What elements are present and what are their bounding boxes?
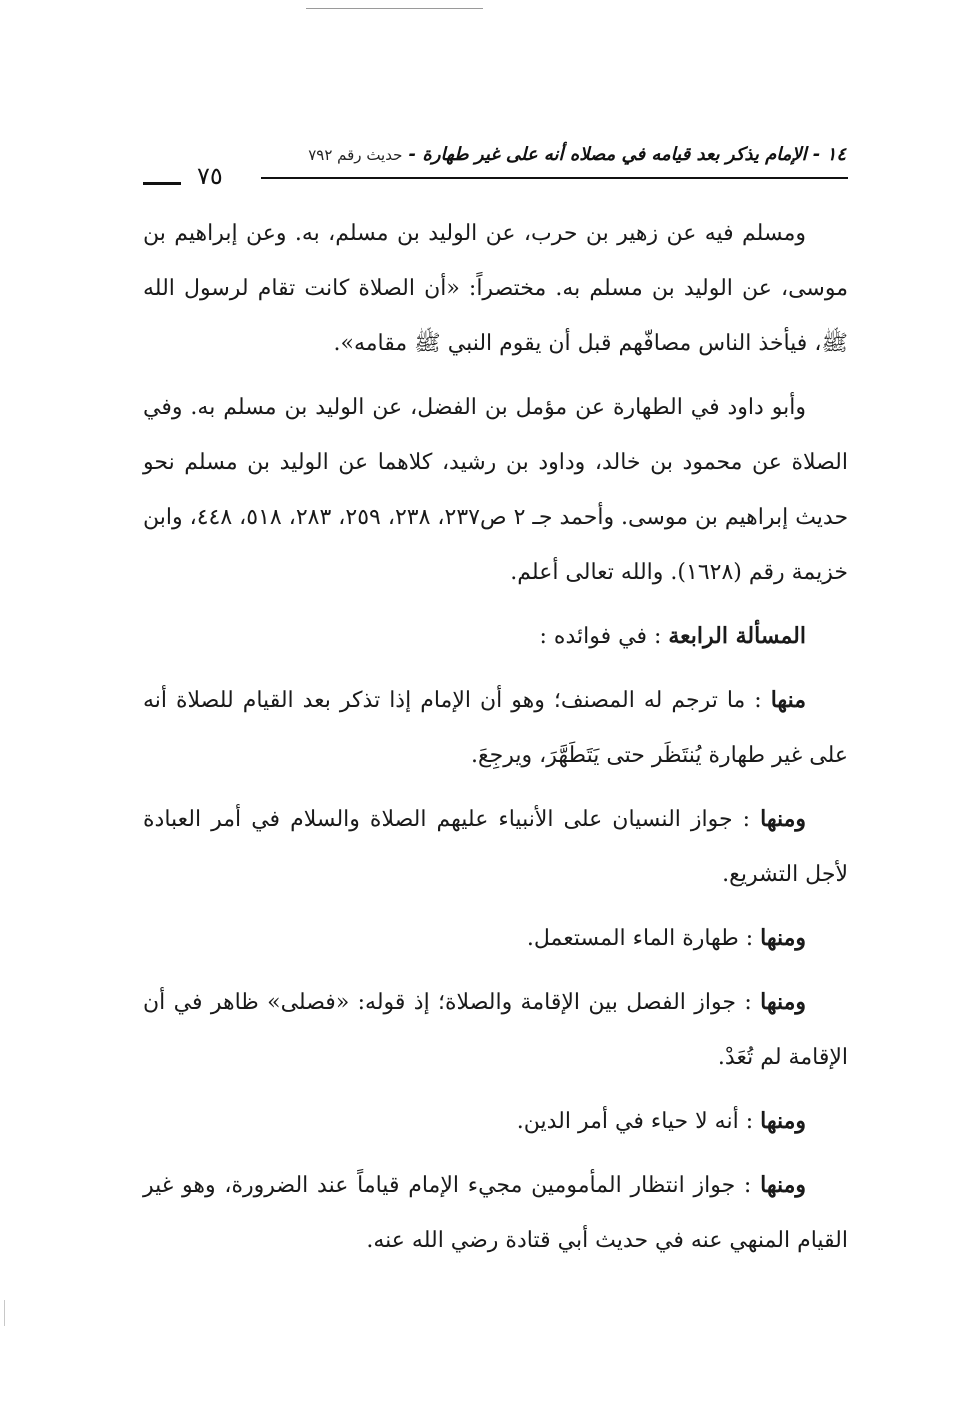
benefit-label: ومنها xyxy=(760,989,806,1015)
benefit-item xyxy=(143,1094,848,1149)
page-number: ٧٥ xyxy=(197,162,223,190)
page-body xyxy=(143,206,848,1268)
top-decorative-rule xyxy=(306,8,483,9)
benefit-label: ومنها xyxy=(760,806,807,832)
page-number-dash xyxy=(143,182,181,185)
benefit-item xyxy=(143,975,848,1085)
issue-subtitle: : في فوائده : xyxy=(539,624,662,649)
header-separator: - xyxy=(402,144,423,165)
benefit-text: : طهارة الماء المستعمل. xyxy=(526,926,754,951)
paragraph-muslim-citation: ومسلم فيه عن زهير بن حرب، عن الوليد بن مسلم، به. وعن إبراهيم بن موسى، عن الوليد بن مسلم به. مختصراً: «أن الصلاة كانت تقام لرسول الله ﷺ، فيأخذ الناس مصافّهم قبل أن يقوم النبي ﷺ مقامه». xyxy=(143,221,848,356)
benefit-text: : ما ترجم له المصنف؛ وهو أن الإمام إذا تذكر بعد القيام للصلاة أنه على غير طهارة يُنتَظَر حتى يَتَطَهَّرَ، ويرجِعَ. xyxy=(143,688,848,768)
scan-margin-mark xyxy=(4,1300,5,1326)
chapter-title: ١٤ - الإمام يذكر بعد قيامه في مصلاه أنه على غير طهارة xyxy=(422,144,846,165)
benefit-item xyxy=(143,673,848,783)
benefit-text: : جواز انتظار المأمومين مجيء الإمام قياماً عند الضرورة، وهو غير القيام المنهي عنه في حديث أبي قتادة رضي الله عنه. xyxy=(143,1173,848,1253)
chapter-heading xyxy=(308,144,846,165)
hadith-reference: حديث رقم ٧٩٢ xyxy=(308,146,403,164)
benefit-text: : جواز النسيان على الأنبياء عليهم الصلاة والسلام في أمر العبادة لأجل التشريع. xyxy=(143,807,848,887)
benefit-item xyxy=(143,792,848,902)
header-rule xyxy=(261,177,848,179)
benefit-label: ومنها xyxy=(760,925,806,951)
benefit-label: ومنها xyxy=(760,1172,806,1198)
benefit-text: : جواز الفصل بين الإقامة والصلاة؛ إذ قوله: «فصلى» ظاهر في أن الإقامة لم تُعَدْ. xyxy=(143,990,848,1070)
benefit-item xyxy=(143,911,848,966)
benefit-text: : أنه لا حياء في أمر الدين. xyxy=(516,1109,754,1134)
benefit-label: ومنها xyxy=(760,1108,806,1134)
issue-label: المسألة الرابعة xyxy=(668,623,806,649)
issue-heading xyxy=(143,609,848,664)
benefit-item xyxy=(143,1158,848,1268)
benefit-label: منها xyxy=(770,687,806,713)
running-header xyxy=(143,132,848,194)
paragraph-abu-dawud-citation: وأبو داود في الطهارة عن مؤمل بن الفضل، عن الوليد بن مسلم به. وفي الصلاة عن محمود بن خالد، وداود بن رشيد، كلاهما عن الوليد بن مسلم نحو حديث إبراهيم بن موسى. وأحمد جـ ٢ ص٢٣٧، ٢٣٨، ٢٥٩، ٢٨٣، ٥١٨، ٤٤٨، وابن خزيمة رقم (١٦٢٨). والله تعالى أعلم. xyxy=(143,395,849,585)
